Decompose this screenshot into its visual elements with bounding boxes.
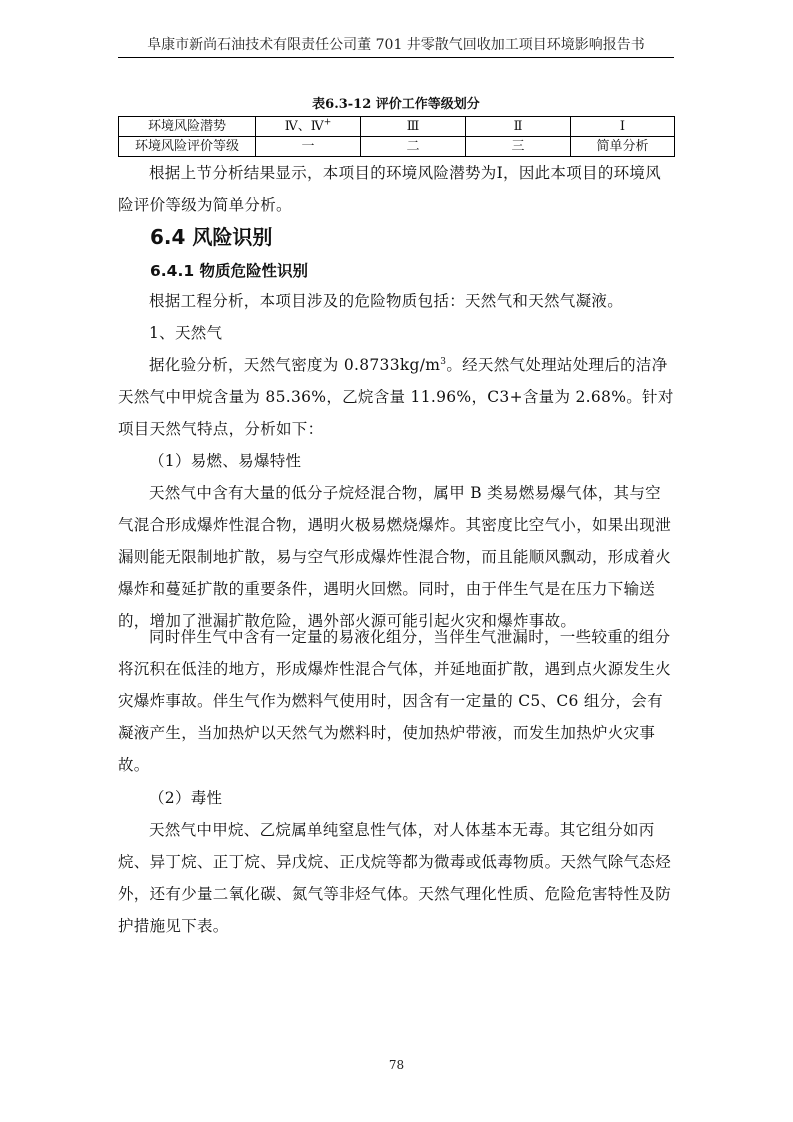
- paragraph-intro: 根据上节分析结果显示，本项目的环境风险潜势为Ⅰ，因此本项目的环境风险评价等级为简单分析。: [118, 164, 662, 214]
- paragraph-gas-composition: [118, 349, 674, 445]
- table-cell: 简单分析: [571, 137, 675, 157]
- table-cell: 二: [361, 137, 466, 157]
- table-cell-label: 环境风险潜势: [119, 117, 256, 137]
- header-rule: [118, 57, 674, 58]
- page-number: 78: [388, 1058, 405, 1072]
- table-cell-text: Ⅳ、Ⅳ: [284, 119, 324, 134]
- gas-text-rest: 。经天然气处理站处理后的洁净天然气中甲烷含量为 85.36%，乙烷含量 11.96%，C3+含量为 2.68%。针对项目天然气特点，分析如下：: [118, 356, 674, 438]
- item-title-natural-gas: 1、天然气: [149, 324, 223, 342]
- table-cell: Ⅲ: [361, 117, 466, 137]
- paragraph-flammable-2: 同时伴生气中含有一定量的易液化组分，当伴生气泄漏时，一些较重的组分将沉积在低洼的地方，形成爆炸性混合气体，并延地面扩散，遇到点火源发生火灾爆炸事故。伴生气作为燃料气使用时，因含有一定量的 C5、C6 组分，会有凝液产生，当加热炉以天然气为燃料时，使加热炉带液，而发生加热炉火灾事故。: [118, 628, 672, 774]
- superscript-plus: +: [323, 117, 332, 128]
- table-row: [119, 117, 675, 137]
- evaluation-grade-table: [118, 116, 675, 157]
- subitem-title-toxicity: （2）毒性: [149, 789, 223, 807]
- table-cell: 一: [256, 137, 361, 157]
- table-cell: Ⅰ: [571, 117, 675, 137]
- section-title: 6.4 风险识别: [150, 225, 273, 249]
- table-cell: Ⅱ: [466, 117, 571, 137]
- paragraph-flammable-1: 天然气中含有大量的低分子烷烃混合物，属甲 B 类易燃易爆气体，其与空气混合形成爆炸性混合物，遇明火极易燃烧爆炸。其密度比空气小，如果出现泄漏则能无限制地扩散，易与空气形成爆炸性混合物，而且能顺风飘动，形成着火爆炸和蔓延扩散的重要条件，遇明火回燃。同时，由于伴生气是在压力下输送的，增加了泄漏扩散危险，遇外部火源可能引起火灾和爆炸事故。: [118, 484, 672, 630]
- table-row: [119, 137, 675, 157]
- paragraph-materials: 根据工程分析，本项目涉及的危险物质包括：天然气和天然气凝液。: [149, 292, 624, 310]
- table-cell: [256, 117, 361, 137]
- table-caption: 表6.3-12 评价工作等级划分: [312, 97, 480, 112]
- running-header: 阜康市新尚石油技术有限责任公司董 701 井零散气回收加工项目环境影响报告书: [147, 37, 645, 53]
- subsection-title: 6.4.1 物质危险性识别: [150, 262, 309, 280]
- subitem-title-flammable: （1）易燃、易爆特性: [149, 452, 302, 470]
- table-cell: 三: [466, 137, 571, 157]
- superscript-3: 3: [440, 356, 447, 367]
- paragraph-toxicity: 天然气中甲烷、乙烷属单纯窒息性气体，对人体基本无毒。其它组分如丙烷、异丁烷、正丁烷、异戊烷、正戊烷等都为微毒或低毒物质。天然气除气态烃外，还有少量二氧化碳、氮气等非烃气体。天然气理化性质、危险危害特性及防护措施见下表。: [118, 821, 672, 935]
- table-cell-label: 环境风险评价等级: [119, 137, 256, 157]
- gas-text-main: 据化验分析，天然气密度为 0.8733kg/m: [149, 356, 441, 374]
